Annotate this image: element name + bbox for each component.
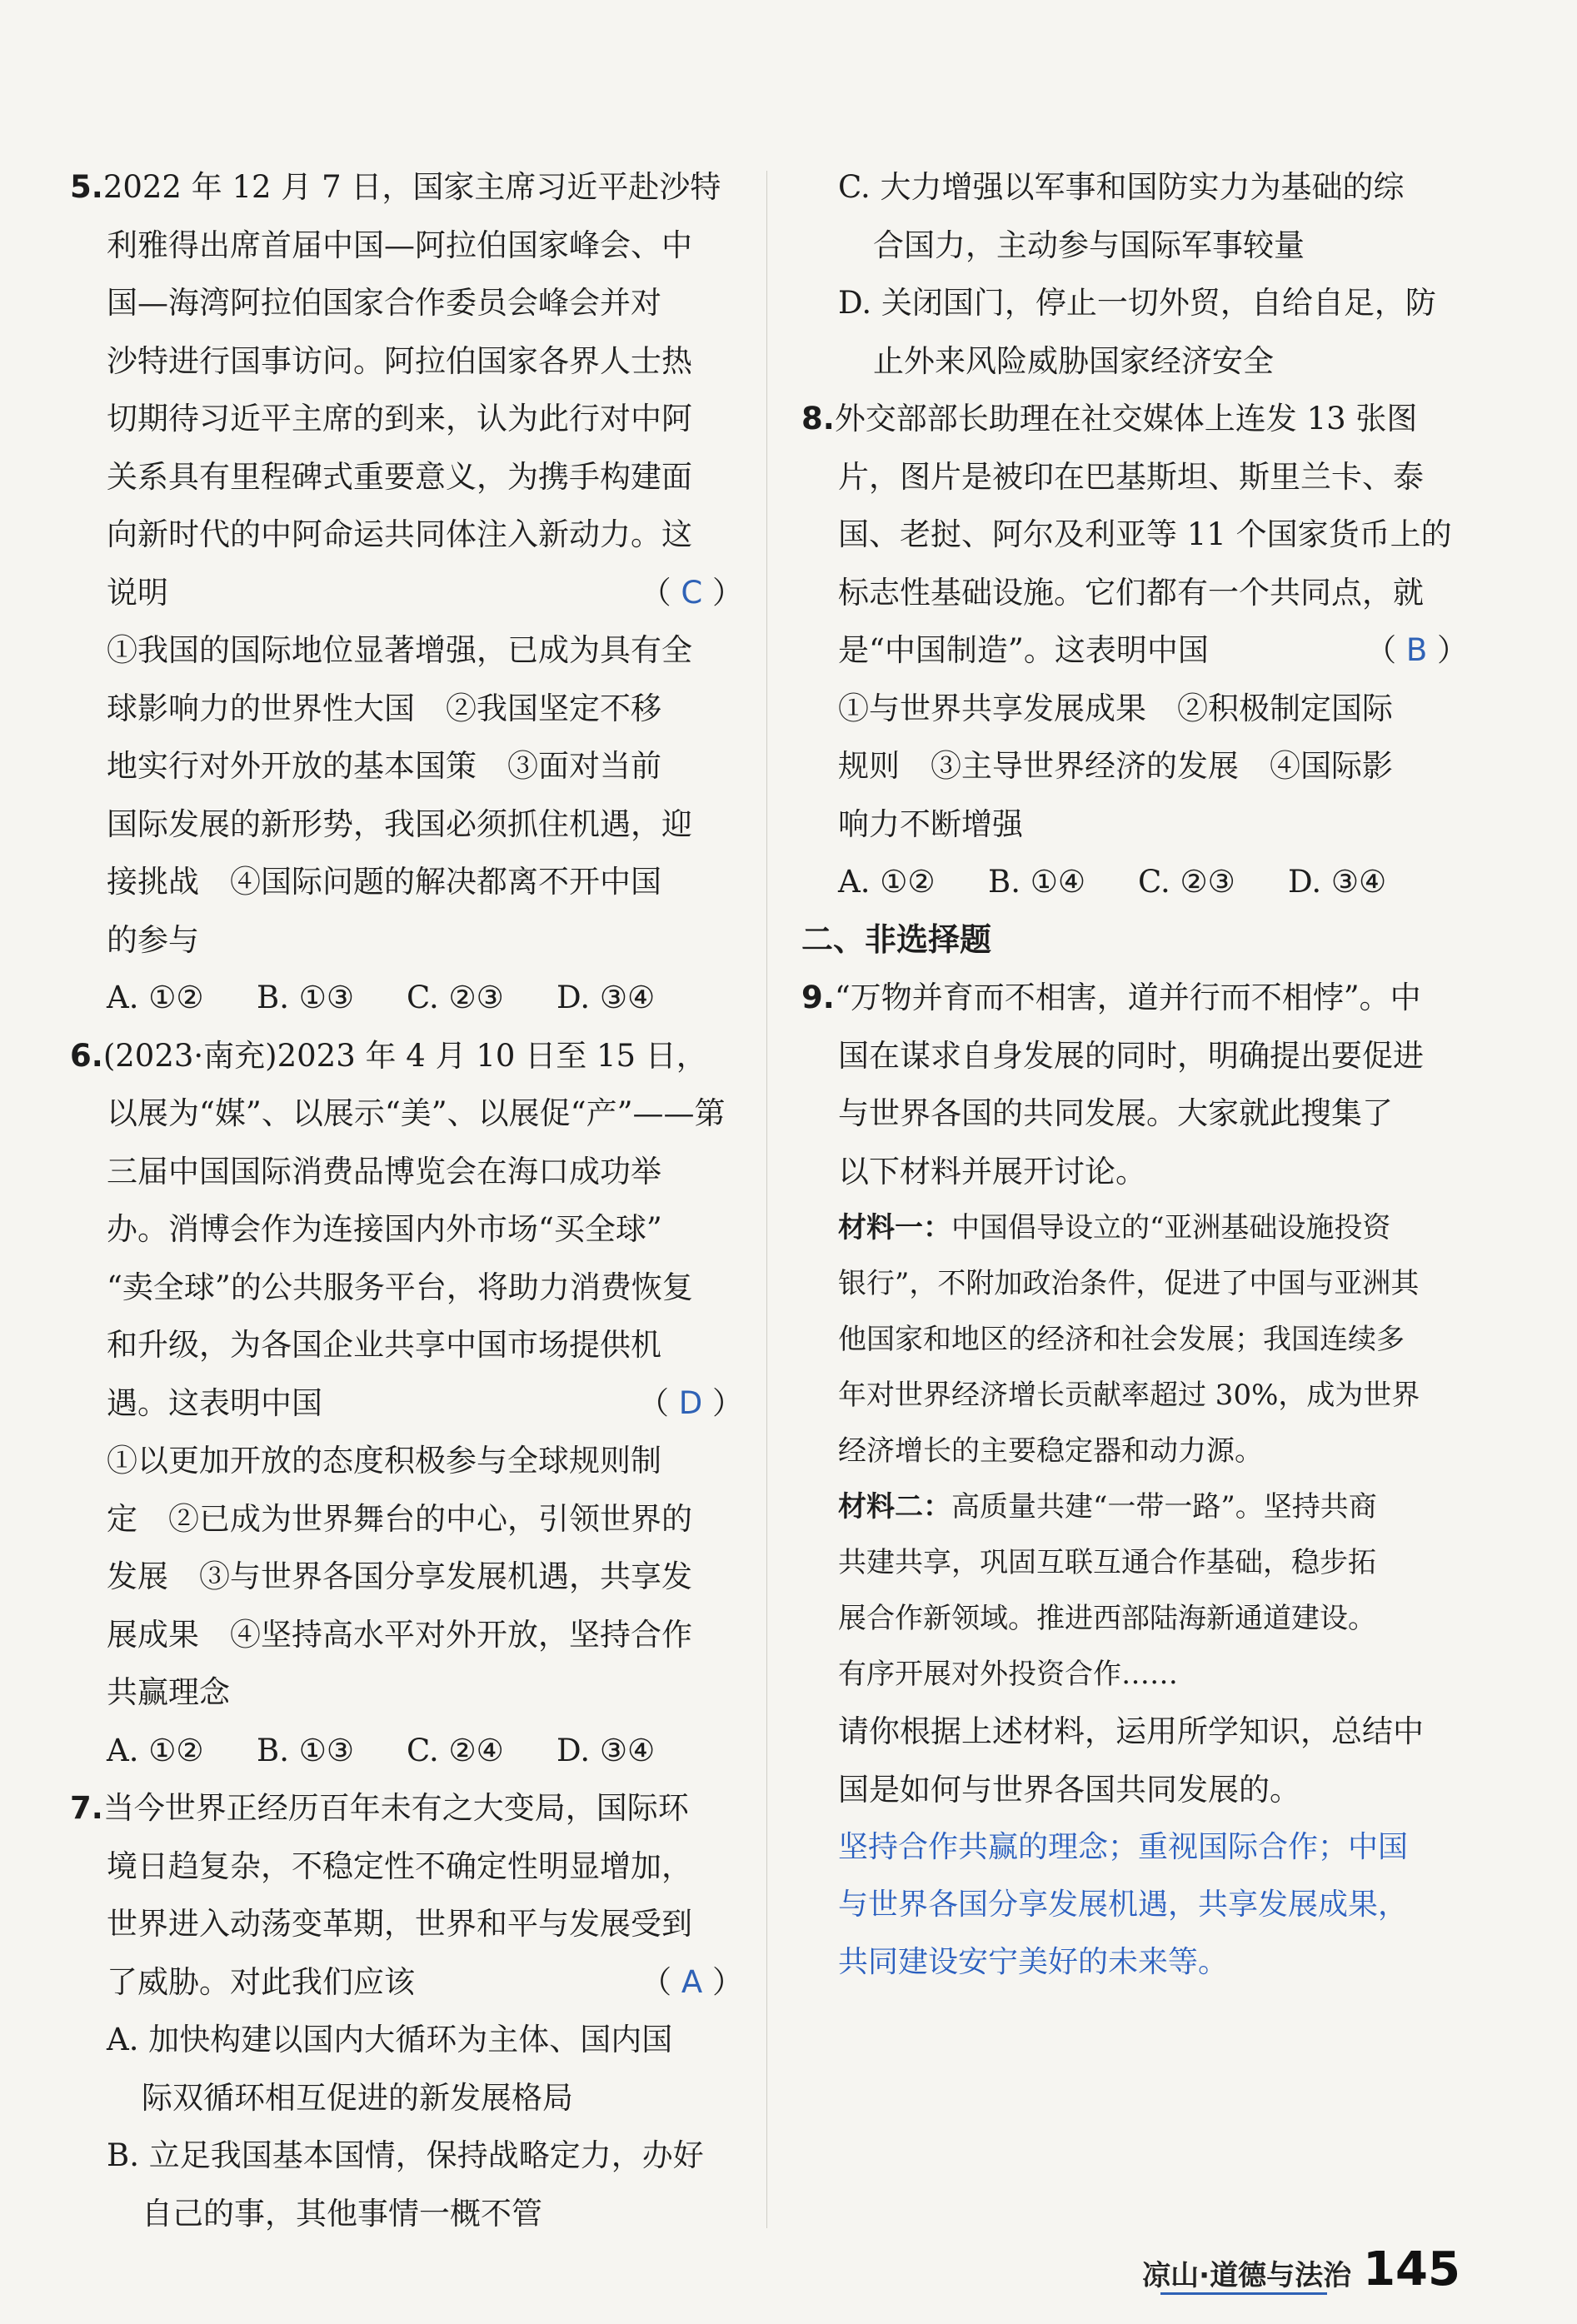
question-stem-text: 外交部部长助理在社交媒体上连发 13 张图 <box>834 401 1418 436</box>
page-number: 145 <box>1363 2242 1460 2297</box>
answer-choice: D <box>678 1384 703 1421</box>
left-column <box>70 158 743 2242</box>
question-stem-line: 国—海湾阿拉伯国家合作委员会峰会并对 <box>107 285 661 321</box>
question-number: 7. <box>70 1790 103 1826</box>
question-stem-text: 当今世界正经历百年未有之大变局，国际环 <box>102 1790 689 1826</box>
question-stem-line: 利雅得出席首届中国—阿拉伯国家峰会、中 <box>107 227 692 263</box>
question-stem-line: 片，图片是被印在巴基斯坦、斯里兰卡、泰 <box>838 458 1424 495</box>
question-stem-line: 沙特进行国事访问。阿拉伯国家各界人士热 <box>107 342 692 379</box>
material-line: 展合作新领域。推进西部陆海新通道建设。 <box>838 1602 1376 1635</box>
question-stem-line: 以下材料并展开讨论。 <box>838 1153 1146 1189</box>
question-stem-line: 境日趋复杂，不稳定性不确定性明显增加， <box>107 1848 692 1884</box>
question-stem-line <box>70 158 743 217</box>
question-stem-text: 遇。这表明中国 <box>107 1384 322 1421</box>
material-line: 银行”，不附加政治条件，促进了中国与亚洲其 <box>838 1267 1420 1300</box>
question-stem-text: (2023·南充)2023 年 4 月 10 日至 15 日， <box>102 1037 707 1074</box>
choice-row <box>70 969 743 1027</box>
question-stem-last <box>70 1953 743 2012</box>
statement-line: ①我国的国际地位显著增强，已成为具有全 <box>107 632 692 668</box>
question-stem-text: “万物并育而不相害，道并行而不相悖”。中 <box>834 980 1421 1015</box>
statement-line: 球影响力的世界性大国 ②我国坚定不移 <box>107 690 661 726</box>
question-number: 8. <box>801 401 835 436</box>
statement-line: 展成果 ④坚持高水平对外开放，坚持合作 <box>107 1616 692 1653</box>
choice-option: C. ②③ <box>407 980 504 1015</box>
handwritten-answer-line: 与世界各国分享发展机遇，共享发展成果， <box>838 1888 1409 1922</box>
question-stem-line: 世界进入动荡变革期，世界和平与发展受到 <box>107 1906 692 1942</box>
question-stem-line: 国、老挝、阿尔及利亚等 11 个国家货币上的 <box>838 516 1452 552</box>
question-prompt-line: 国是如何与世界各国共同发展的。 <box>838 1771 1300 1808</box>
choice-option: A. ①② <box>107 980 204 1015</box>
choice-option: B. ①③ <box>257 1732 355 1768</box>
question-stem-last <box>70 564 743 622</box>
question-stem-text: 了威胁。对此我们应该 <box>107 1963 415 2000</box>
answer-choice: C <box>681 574 703 611</box>
question-stem-line: 切期待习近平主席的到来，认为此行对中阿 <box>107 401 692 436</box>
option-line-cont: 自己的事，其他事情一概不管 <box>142 2195 542 2232</box>
choice-option: A. ①② <box>838 864 936 900</box>
answer-bracket: （ C ） <box>640 574 743 611</box>
material-line: 共建共享，巩固互联互通合作基础，稳步拓 <box>838 1546 1376 1579</box>
handwritten-answer-line: 共同建设安宁美好的未来等。 <box>838 1945 1229 1979</box>
choice-option: D. ③④ <box>556 1732 656 1768</box>
statement-line: ①与世界共享发展成果 ②积极制定国际 <box>838 690 1393 726</box>
question-stem-line <box>70 1027 743 1085</box>
footer-rule <box>1160 2292 1327 2295</box>
question-stem-line: 和升级，为各国企业共享中国市场提供机 <box>107 1327 661 1363</box>
statement-line: 接挑战 ④国际问题的解决都离不开中国 <box>107 864 661 900</box>
question-stem-line: 办。消博会作为连接国内外市场“买全球” <box>107 1211 662 1247</box>
question-prompt-line: 请你根据上述材料，运用所学知识，总结中 <box>838 1713 1424 1749</box>
statement-line: 发展 ③与世界各国分享发展机遇，共享发 <box>107 1558 692 1594</box>
material-line: 有序开展对外投资合作…… <box>838 1658 1178 1691</box>
statement-line: 响力不断增强 <box>838 805 1023 842</box>
answer-bracket: （ D ） <box>637 1384 743 1421</box>
choice-option: D. ③④ <box>556 980 656 1015</box>
question-stem-line: 向新时代的中阿命运共同体注入新动力。这 <box>107 516 692 552</box>
material-line: 年对世界经济增长贡献率超过 30%，成为世界 <box>838 1379 1420 1412</box>
option-line-cont: 合国力，主动参与国际军事较量 <box>873 227 1305 263</box>
option-line: C. 大力增强以军事和国防实力为基础的综 <box>838 169 1405 205</box>
question-stem-line: 三届中国国际消费品博览会在海口成功举 <box>107 1153 661 1189</box>
material-line <box>801 1479 1468 1535</box>
question-stem-last <box>70 1374 743 1433</box>
choice-option: C. ②④ <box>407 1732 504 1768</box>
choice-row <box>70 1722 743 1780</box>
question-stem-text: 是“中国制造”。这表明中国 <box>838 632 1209 668</box>
material-text: 中国倡导设立的“亚洲基础设施投资 <box>951 1211 1391 1244</box>
statement-line: 定 ②已成为世界舞台的中心，引领世界的 <box>107 1500 692 1537</box>
statement-line: 地实行对外开放的基本国策 ③面对当前 <box>107 748 661 784</box>
question-number: 6. <box>70 1037 103 1074</box>
question-stem-line: 以展为“媒”、以展示“美”、以展促“产”——第 <box>107 1095 726 1131</box>
choice-option: B. ①④ <box>988 864 1086 900</box>
material-label: 材料二： <box>838 1490 951 1524</box>
option-line-cont: 止外来风险威胁国家经济安全 <box>873 342 1274 379</box>
statement-line: 的参与 <box>107 921 199 958</box>
option-line: A. 加快构建以国内大循环为主体、国内国 <box>107 2022 673 2057</box>
question-number: 9. <box>801 980 835 1015</box>
question-stem-line: 与世界各国的共同发展。大家就此搜集了 <box>838 1095 1393 1131</box>
material-line <box>801 1200 1468 1256</box>
material-label: 材料一： <box>838 1211 951 1244</box>
choice-row <box>801 853 1468 911</box>
choice-option: A. ①② <box>107 1732 204 1768</box>
statement-line: 国际发展的新形势，我国必须抓住机遇，迎 <box>107 805 692 842</box>
right-column <box>801 158 1468 1991</box>
answer-bracket: （ B ） <box>1365 632 1468 668</box>
material-text: 高质量共建“一带一路”。坚持共商 <box>951 1490 1377 1524</box>
choice-option: C. ②③ <box>1138 864 1235 900</box>
question-stem-line: 国在谋求自身发展的同时，明确提出要促进 <box>838 1037 1424 1074</box>
question-stem-line: 关系具有里程碑式重要意义，为携手构建面 <box>107 458 692 495</box>
question-stem-last <box>801 621 1468 680</box>
question-stem-line <box>70 1779 743 1838</box>
answer-bracket: （ A ） <box>641 1963 743 2000</box>
statement-line: 规则 ③主导世界经济的发展 ④国际影 <box>838 748 1393 784</box>
book-title: 凉山·道德与法治 <box>1142 2259 1352 2292</box>
option-line: B. 立足我国基本国情，保持战略定力，办好 <box>107 2137 704 2173</box>
question-stem-line <box>801 969 1468 1027</box>
option-line: D. 关闭国门，停止一切外贸，自给自足，防 <box>838 285 1436 321</box>
question-number: 5. <box>70 169 103 205</box>
question-stem-line: 标志性基础设施。它们都有一个共同点，就 <box>838 574 1424 611</box>
answer-choice: B <box>1405 632 1428 668</box>
answer-choice: A <box>681 1963 703 2000</box>
material-line: 他国家和地区的经济和社会发展；我国连续多 <box>838 1323 1405 1356</box>
question-stem-line <box>801 390 1468 448</box>
column-divider <box>766 171 767 2228</box>
statement-line: ①以更加开放的态度积极参与全球规则制 <box>107 1443 661 1479</box>
material-line: 经济增长的主要稳定器和动力源。 <box>838 1434 1263 1468</box>
section-heading: 二、非选择题 <box>801 920 992 958</box>
statement-line: 共赢理念 <box>107 1674 230 1710</box>
question-stem-text: 说明 <box>107 574 168 611</box>
option-line-cont: 际双循环相互促进的新发展格局 <box>142 2079 573 2116</box>
handwritten-answer-line: 坚持合作共赢的理念；重视国际合作；中国 <box>838 1830 1409 1864</box>
page-footer <box>1142 2242 1460 2297</box>
choice-option: D. ③④ <box>1288 864 1387 900</box>
question-stem-line: “卖全球”的公共服务平台，将助力消费恢复 <box>107 1269 693 1305</box>
question-stem-text: 2022 年 12 月 7 日，国家主席习近平赴沙特 <box>102 169 721 205</box>
choice-option: B. ①③ <box>257 980 355 1015</box>
